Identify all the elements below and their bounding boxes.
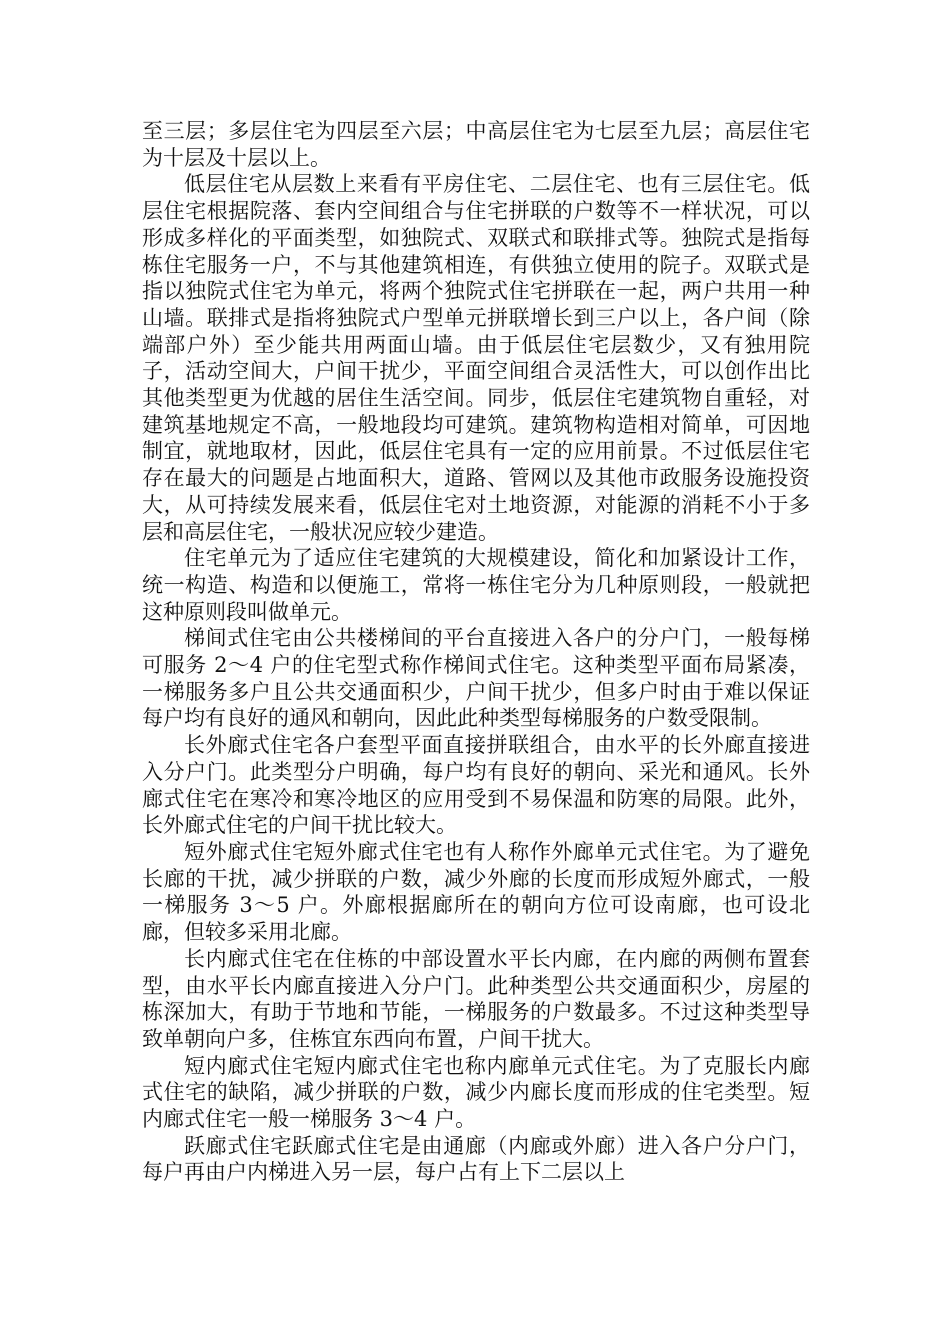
paragraph-4: 梯间式住宅由公共楼梯间的平台直接进入各户的分户门，一般每梯可服务 2～4 户的住宅型式称作梯间式住宅。这种类型平面布局紧凑，一梯服务多户且公共交通面积少，户间干扰少，但多户时由于难以保证每户均有良好的通风和朝向，因此此种类型每梯服务的户数受限制。 xyxy=(142,626,810,731)
paragraph-5: 长外廊式住宅各户套型平面直接拼联组合，由水平的长外廊直接进入分户门。此类型分户明确，每户均有良好的朝向、采光和通风。长外廊式住宅在寒冷和寒冷地区的应用受到不易保温和防寒的局限。此外，长外廊式住宅的户间干扰比较大。 xyxy=(142,733,810,838)
document-body xyxy=(142,118,810,1186)
paragraph-2: 低层住宅从层数上来看有平房住宅、二层住宅、也有三层住宅。低层住宅根据院落、套内空间组合与住宅拼联的户数等不一样状况，可以形成多样化的平面类型，如独院式、双联式和联排式等。独院式是指每栋住宅服务一户，不与其他建筑相连，有供独立使用的院子。双联式是指以独院式住宅为单元，将两个独院式住宅拼联在一起，两户共用一种山墙。联排式是指将独院式户型单元拼联增长到三户以上，各户间（除端部户外）至少能共用两面山墙。由于低层住宅层数少，又有独用院子，活动空间大，户间干扰少，平面空间组合灵活性大，可以创作出比其他类型更为优越的居住生活空间。同步，低层住宅建筑物自重轻，对建筑基地规定不高，一般地段均可建筑。建筑物构造相对简单，可因地制宜，就地取材，因此，低层住宅具有一定的应用前景。不过低层住宅存在最大的问题是占地面积大，道路、管网以及其他市政服务设施投资大，从可持续发展来看，低层住宅对土地资源，对能源的消耗不小于多层和高层住宅，一般状况应较少建造。 xyxy=(142,172,810,544)
paragraph-6: 短外廊式住宅短外廊式住宅也有人称作外廊单元式住宅。为了避免长廊的干扰，减少拼联的户数，减少外廊的长度而形成短外廊式，一般一梯服务 3～5 户。外廊根据廊所在的朝向方位可设南廊，也可设北廊，但较多采用北廊。 xyxy=(142,839,810,945)
paragraph-9: 跃廊式住宅跃廊式住宅是由通廊（内廊或外廊）进入各户分户门，每户再由户内梯进入另一层，每户占有上下二层以上 xyxy=(142,1133,810,1185)
paragraph-3: 住宅单元为了适应住宅建筑的大规模建设，简化和加紧设计工作，统一构造、构造和以便施工，常将一栋住宅分为几种原则段，一般就把这种原则段叫做单元。 xyxy=(142,546,810,624)
paragraph-8: 短内廊式住宅短内廊式住宅也称内廊单元式住宅。为了克服长内廊式住宅的缺陷，减少拼联的户数，减少内廊长度而形成的住宅类型。短内廊式住宅一般一梯服务 3～4 户。 xyxy=(142,1053,810,1132)
paragraph-1: 至三层；多层住宅为四层至六层；中高层住宅为七层至九层；高层住宅为十层及十层以上。 xyxy=(142,119,810,170)
paragraph-7: 长内廊式住宅在住栋的中部设置水平长内廊，在内廊的两侧布置套型，由水平长内廊直接进入分户门。此种类型公共交通面积少，房屋的栋深加大，有助于节地和节能，一梯服务的户数最多。不过这种类型导致单朝向户多，住栋宜东西向布置，户间干扰大。 xyxy=(142,946,810,1051)
